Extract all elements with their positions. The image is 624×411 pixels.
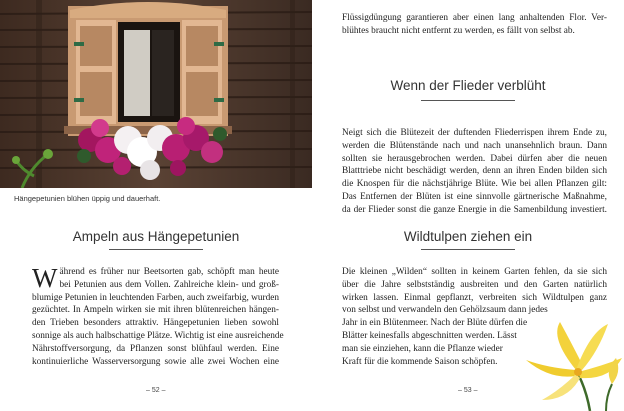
body-line: Neigt sich die Blütezeit der duftenden Fliederrispen ihrem Ende zu, [342, 128, 607, 138]
body-line: von selbst und verwandeln den Gehölzsaum dann jedes [342, 305, 548, 316]
heading-underline [421, 100, 515, 101]
body-line: kontinuierliche Wasserversorgung sowie alle zwei Wochen eine [32, 356, 279, 367]
body-line: wirken lassen. Einmal gepflanzt, verbreiten sich Wildtulpen ganz [342, 292, 607, 303]
body-line: gezüchtet. In Ampeln wirken sie mit ihren blütenreichen hängen- [32, 305, 279, 316]
body-ampeln [32, 263, 284, 368]
body-line: Blatttriebe nicht beschädigt werden, denn an ihren Enden bilden sich [342, 166, 607, 177]
body-line: Die kleinen „Wilden“ sollten in keinem Garten fehlen, da sie sich [342, 267, 607, 277]
body-line: sollten sie herausgebrochen werden. Dabei dürfen aber die neuen [342, 153, 607, 164]
body-line: blumige Petunien in leuchtenden Farben, auch zweifarbig, wurden [32, 292, 280, 303]
body-line: Nährstoffversorgung, da Pflanzen sonst blühfaul werden. Eine [32, 343, 279, 354]
heading-underline [109, 249, 203, 250]
heading-wildtulpen: Wildtulpen ziehen ein [403, 229, 533, 244]
body-line: über die Jahre selbstständig ausbreiten und den Garten natürlich [342, 279, 607, 290]
body-line: Das Entfernen der Blüten ist eine sinnvolle gärtnerische Maßnahme, [342, 191, 607, 202]
wild-tulip-illustration [520, 318, 624, 411]
body-line: Kraft für die kommende Saison schöpfen. [342, 356, 498, 367]
page-number-left: – 52 – [146, 387, 166, 394]
body-line: werden die Blütenstände nach und nach unansehnlich braun. Dann [342, 140, 607, 151]
body-line: man sie einziehen, kann die Pflanze wieder [342, 343, 503, 354]
heading-underline [421, 249, 515, 250]
body-flieder [342, 127, 607, 217]
body-line: sonnige als auch halbschattige Plätze. Wichtig ist eine ausreichende [32, 330, 284, 341]
window-petunia-photo [0, 0, 312, 188]
photo-caption: Hängepetunien blühen üppig und dauerhaft. [14, 194, 161, 203]
body-line: den Trieben besonders attraktiv. Hängepetunien lieben sowohl [32, 318, 279, 329]
body-line: die Knospen für die nächstjährige Blüte. Wie bei allen Pflanzen gilt: [342, 179, 607, 190]
body-line: bei Petunien aus dem Vollen. Zahlreiche klein- und groß- [59, 279, 279, 290]
body-line: da der Flieder sonst die ganze Energie in die Samenbildung investiert. [342, 204, 607, 215]
body-line: Blätter keinesfalls abgeschnitten werden. Lässt [342, 330, 517, 341]
body-line: blühtes braucht nicht entfernt zu werden, es fällt von selbst ab. [342, 25, 575, 36]
body-line: Flüssigdüngung garantieren aber einen lang anhaltenden Flor. Ver- [342, 13, 607, 23]
drop-cap: W [32, 263, 58, 293]
heading-ampeln: Ampeln aus Hängepetunien [72, 229, 240, 244]
body-line: ährend es früher nur Beetsorten gab, schöpft man heute [59, 267, 279, 277]
body-continuation [342, 12, 607, 38]
heading-flieder: Wenn der Flieder verblüht [390, 78, 546, 93]
body-line: Jahr in ein Blütenmeer. Nach der Blüte dürfen die [342, 318, 528, 329]
page-number-right: – 53 – [458, 387, 478, 394]
